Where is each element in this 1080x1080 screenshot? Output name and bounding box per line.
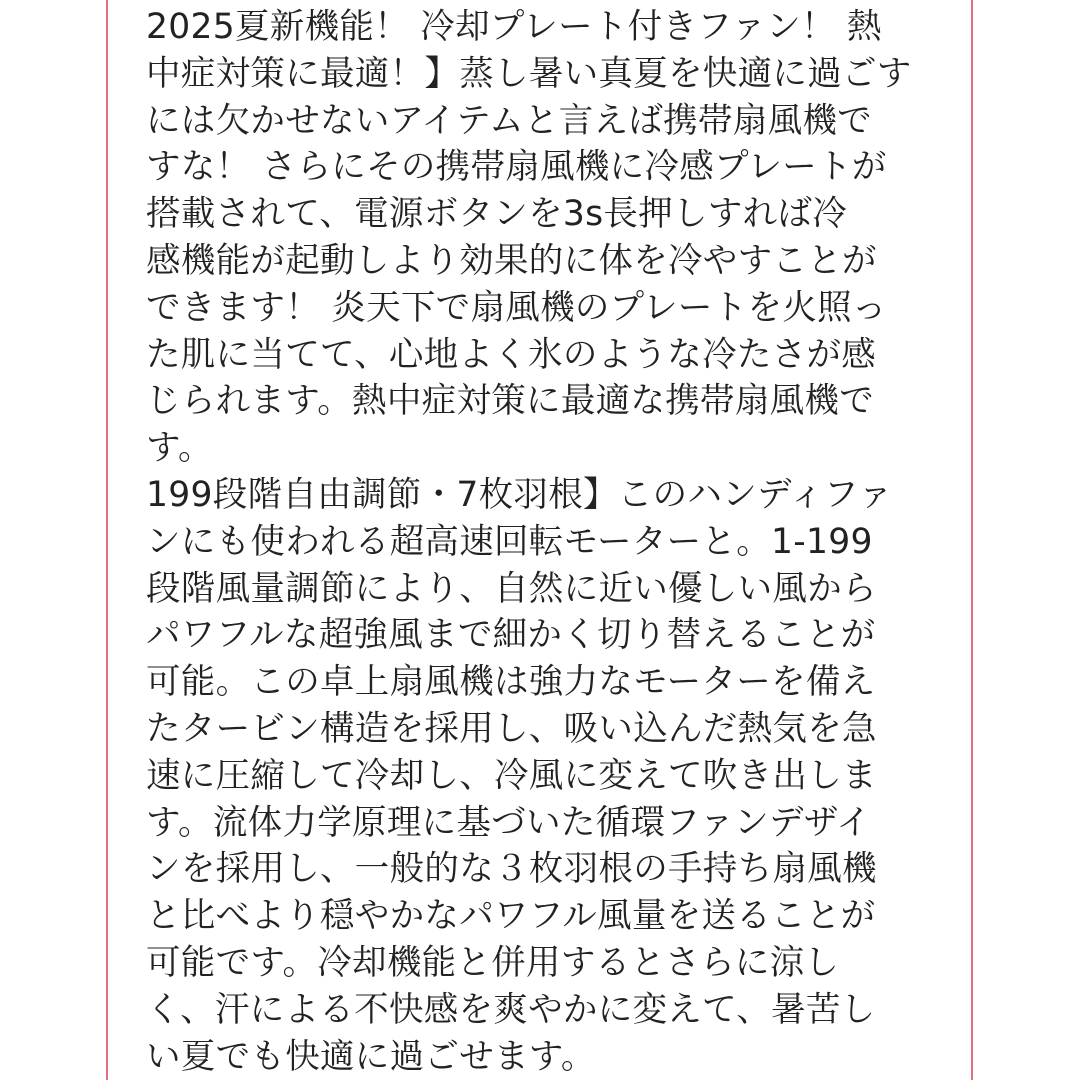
text-line: 可能です。冷却機能と併用するとさらに涼し: [146, 942, 840, 983]
text-line: 段階風量調節により、自然に近い優しい風から: [146, 568, 877, 609]
text-line: 199段階自由調節・7枚羽根】このハンディファ: [146, 474, 893, 515]
right-margin-rule: [971, 0, 973, 1080]
product-description-text: [146, 4, 936, 1080]
text-line: 可能。この卓上扇風機は強力なモーターを備え: [146, 662, 876, 703]
text-line: じられます。熱中症対策に最適な携帯扇風機で: [146, 381, 875, 422]
text-line: 中症対策に最適！】蒸し暑い真夏を快適に過ごす: [146, 53, 912, 94]
left-margin-rule: [106, 0, 108, 1080]
text-line: 2025夏新機能！ 冷却プレート付きファン！ 熱: [146, 7, 882, 47]
text-line: できます！ 炎天下で扇風機のプレートを火照っ: [146, 287, 887, 328]
text-line: 搭載されて、電源ボタンを3s長押しすれば冷: [146, 194, 848, 235]
text-line: すな！ さらにその携帯扇風機に冷感プレートが: [146, 147, 887, 188]
text-line: パワフルな超強風まで細かく切り替えることが: [146, 615, 876, 656]
text-line: たタービン構造を採用し、吸い込んだ熱気を急: [146, 708, 877, 749]
text-line: た肌に当てて、心地よく氷のような冷たさが感: [146, 334, 877, 375]
text-line: 感機能が起動しより効果的に体を冷やすことが: [146, 240, 877, 281]
text-line: には欠かせないアイテムと言えば携帯扇風機で: [146, 100, 872, 141]
text-line: く、汗による不快感を爽やかに変えて、暑苦し: [146, 989, 876, 1030]
text-line: す。流体力学原理に基づいた循環ファンデザイ: [146, 802, 871, 843]
text-line: ンにも使われる超高速回転モーターと。1-199: [146, 521, 873, 562]
text-line: ンを採用し、一般的な３枚羽根の手持ち扇風機: [146, 849, 877, 890]
text-line: す。: [146, 428, 213, 469]
text-line: と比べより穏やかなパワフル風量を送ることが: [146, 896, 876, 937]
text-line: 速に圧縮して冷却し、冷風に変えて吹き出しま: [146, 755, 877, 796]
text-line: い夏でも快適に過ごせます。: [146, 1036, 596, 1077]
